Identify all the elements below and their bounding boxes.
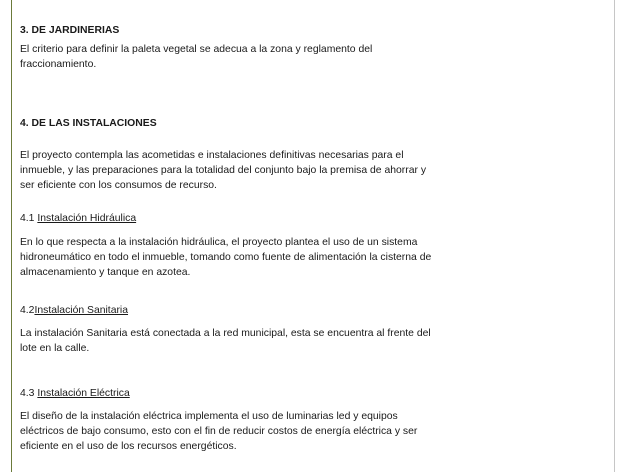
- subsection-body-sanitaria: La instalación Sanitaria está conectada a la red municipal, esta se encuentra al frente del lote en la calle.: [20, 328, 431, 355]
- subsection-body-hidraulica: En lo que respecta a la instalación hidráulica, el proyecto plantea el uso de un sistema hidroneumático en todo el inmueble, tomando como fuente de alimentación la cisterna de almacenamiento y tanque en azotea.: [20, 237, 432, 279]
- subsection-title-electrica: Instalación Eléctrica: [37, 388, 130, 399]
- right-margin-rule: [614, 0, 615, 472]
- left-margin-rule: [11, 0, 12, 472]
- subsection-number-electrica: 4.3: [20, 388, 38, 399]
- section-heading-instalaciones: 4. DE LAS INSTALACIONES: [20, 118, 157, 129]
- section-body-jardinerias: El criterio para definir la paleta vegetal se adecua a la zona y reglamento del fraccionamiento.: [20, 44, 373, 71]
- subsection-title-sanitaria: Instalación Sanitaria: [34, 305, 129, 316]
- section-body-instalaciones: El proyecto contempla las acometidas e instalaciones definitivas necesarias para el inmueble, y las preparaciones para la totalidad del conjunto bajo la premisa de ahorrar y ser eficiente con los consumos de recurso.: [20, 150, 427, 192]
- subsection-number-hidraulica: 4.1: [20, 213, 38, 224]
- subsection-heading-electrica: [20, 387, 130, 400]
- subsection-heading-hidraulica: [20, 212, 136, 225]
- subsection-heading-sanitaria: [20, 304, 128, 317]
- section-heading-jardinerias: 3. DE JARDINERIAS: [20, 25, 120, 36]
- subsection-body-electrica: El diseño de la instalación eléctrica implementa el uso de luminarias led y equipos eléctricos de bajo consumo, esto con el fin de reducir costos de energía eléctrica y ser eficiente en el uso de los recursos energéticos.: [20, 411, 418, 453]
- subsection-number-sanitaria: 4.2: [20, 305, 35, 316]
- subsection-title-hidraulica: Instalación Hidráulica: [37, 213, 137, 224]
